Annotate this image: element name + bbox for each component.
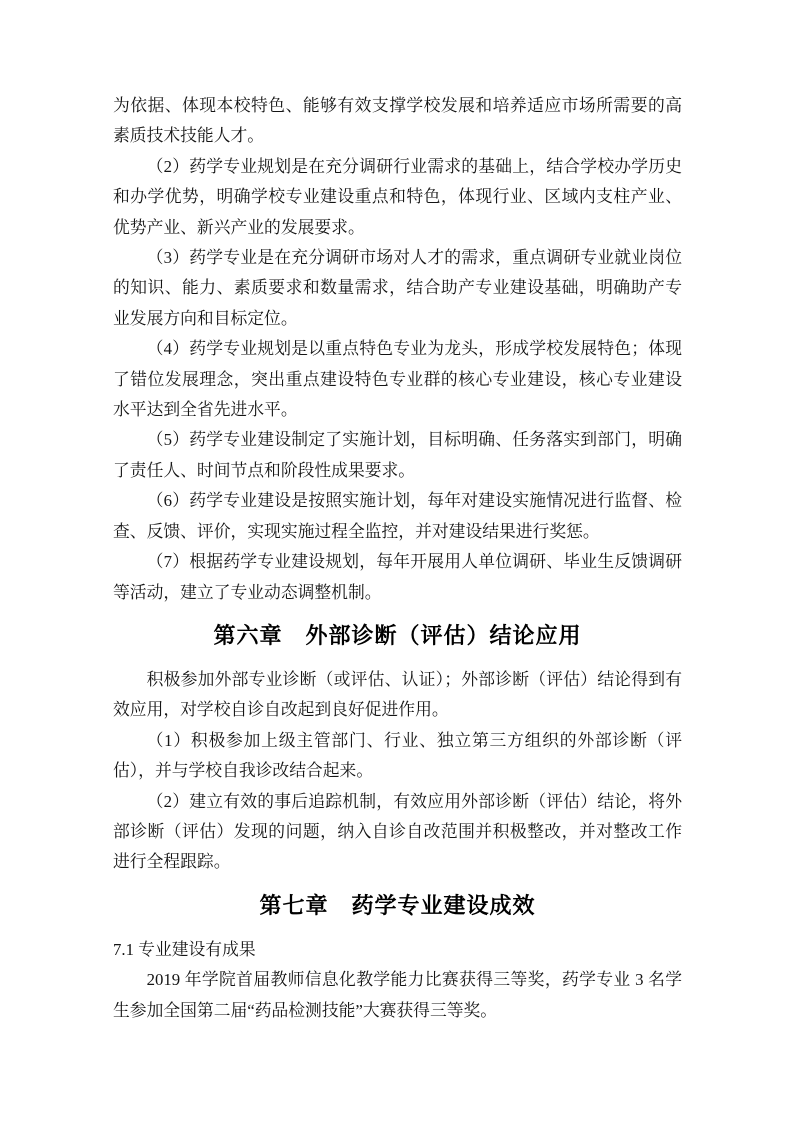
body-paragraph-7: （7）根据药学专业建设规划，每年开展用人单位调研、毕业生反馈调研等活动，建立了专业动态调整机制。 <box>113 552 682 602</box>
body-paragraph-4: （4）药学专业规划是以重点特色专业为龙头，形成学校发展特色；体现了错位发展理念，突出重点建设特色专业群的核心专业建设，核心专业建设水平达到全省先进水平。 <box>113 339 682 420</box>
chapter-6-paragraph-2: （2）建立有效的事后追踪机制，有效应用外部诊断（评估）结论，将外部诊断（评估）发现的问题，纳入自诊自改范围并积极整改，并对整改工作进行全程跟踪。 <box>113 791 682 872</box>
section-7-1-heading: 7.1 专业建设有成果 <box>113 939 256 959</box>
chapter-7-heading: 第七章 药学专业建设成效 <box>259 892 536 918</box>
chapter-6-paragraph-intro: 积极参加外部专业诊断（或评估、认证）；外部诊断（评估）结论得到有效应用，对学校自诊自改起到良好促进作用。 <box>113 669 682 720</box>
chapter-7-paragraph-1: 2019 年学院首届教师信息化教学能力比赛获得三等奖，药学专业 3 名学生参加全国第二届“药品检测技能”大赛获得三等奖。 <box>113 970 682 1020</box>
body-paragraph-2: （2）药学专业规划是在充分调研行业需求的基础上，结合学校办学历史和办学优势，明确学校专业建设重点和特色，体现行业、区域内支柱产业、优势产业、新兴产业的发展要求。 <box>113 156 682 237</box>
chapter-6-heading: 第六章 外部诊断（评估）结论应用 <box>213 622 582 648</box>
chapter-6-paragraph-1: （1）积极参加上级主管部门、行业、独立第三方组织的外部诊断（评估），并与学校自我诊改结合起来。 <box>113 730 682 781</box>
body-paragraph-5: （5）药学专业建设制定了实施计划，目标明确、任务落实到部门，明确了责任人、时间节点和阶段性成果要求。 <box>113 430 682 480</box>
body-paragraph-6: （6）药学专业建设是按照实施计划，每年对建设实施情况进行监督、检查、反馈、评价，实现实施过程全监控，并对建设结果进行奖惩。 <box>113 491 682 541</box>
body-paragraph-continuation: 为依据、体现本校特色、能够有效支撑学校发展和培养适应市场所需要的高素质技术技能人才。 <box>113 96 682 146</box>
body-paragraph-3: （3）药学专业是在充分调研市场对人才的需求，重点调研专业就业岗位的知识、能力、素质要求和数量需求，结合助产专业建设基础，明确助产专业发展方向和目标定位。 <box>113 248 682 328</box>
